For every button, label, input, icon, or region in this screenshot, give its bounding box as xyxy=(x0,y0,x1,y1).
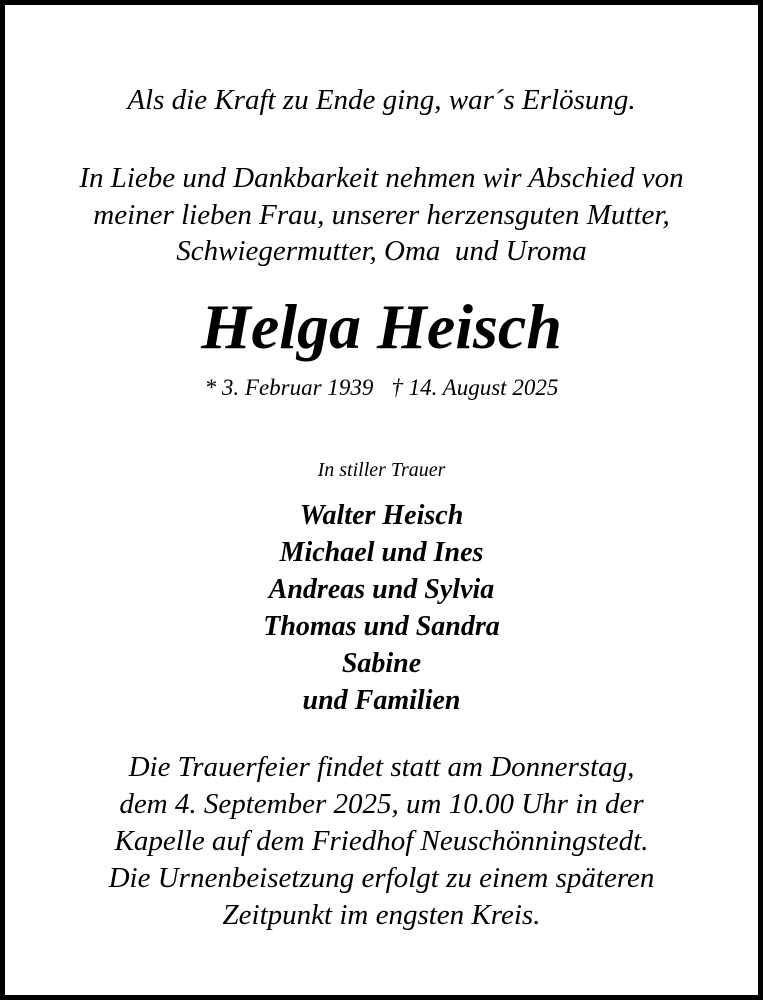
service-line: Kapelle auf dem Friedhof Neuschönningstedt. xyxy=(114,825,649,857)
mourner: Sabine xyxy=(341,648,422,679)
mourner: Walter Heisch xyxy=(299,500,464,531)
intro-line: meiner lieben Frau, unserer herzensguten Mutter, xyxy=(93,198,670,231)
service-line: dem 4. September 2025, um 10.00 Uhr in der xyxy=(119,788,644,820)
intro-line: Schwiegermutter, Oma und Uroma xyxy=(176,235,587,267)
mourning-label: In stiller Trauer xyxy=(317,459,446,481)
service-line: Die Urnenbeisetzung erfolgt zu einem späteren xyxy=(108,862,655,894)
mourner: und Familien xyxy=(302,685,461,716)
service-info xyxy=(5,749,758,934)
mourners-list xyxy=(5,497,758,719)
mourner: Thomas und Sandra xyxy=(263,611,500,642)
intro-line: In Liebe und Dankbarkeit nehmen wir Abschied von xyxy=(79,162,684,194)
death-date: † 14. August 2025 xyxy=(391,375,559,400)
intro-paragraph xyxy=(5,160,758,270)
motto: Als die Kraft zu Ende ging, war´s Erlösung. xyxy=(127,84,636,116)
mourner: Michael und Ines xyxy=(279,537,484,568)
service-line: Die Trauerfeier findet statt am Donnerstag, xyxy=(128,751,635,783)
life-dates xyxy=(5,373,758,403)
deceased-name: Helga Heisch xyxy=(201,291,562,362)
service-line: Zeitpunkt im engsten Kreis. xyxy=(222,899,541,931)
mourner: Andreas und Sylvia xyxy=(268,574,495,605)
birth-date: * 3. Februar 1939 xyxy=(204,375,374,400)
